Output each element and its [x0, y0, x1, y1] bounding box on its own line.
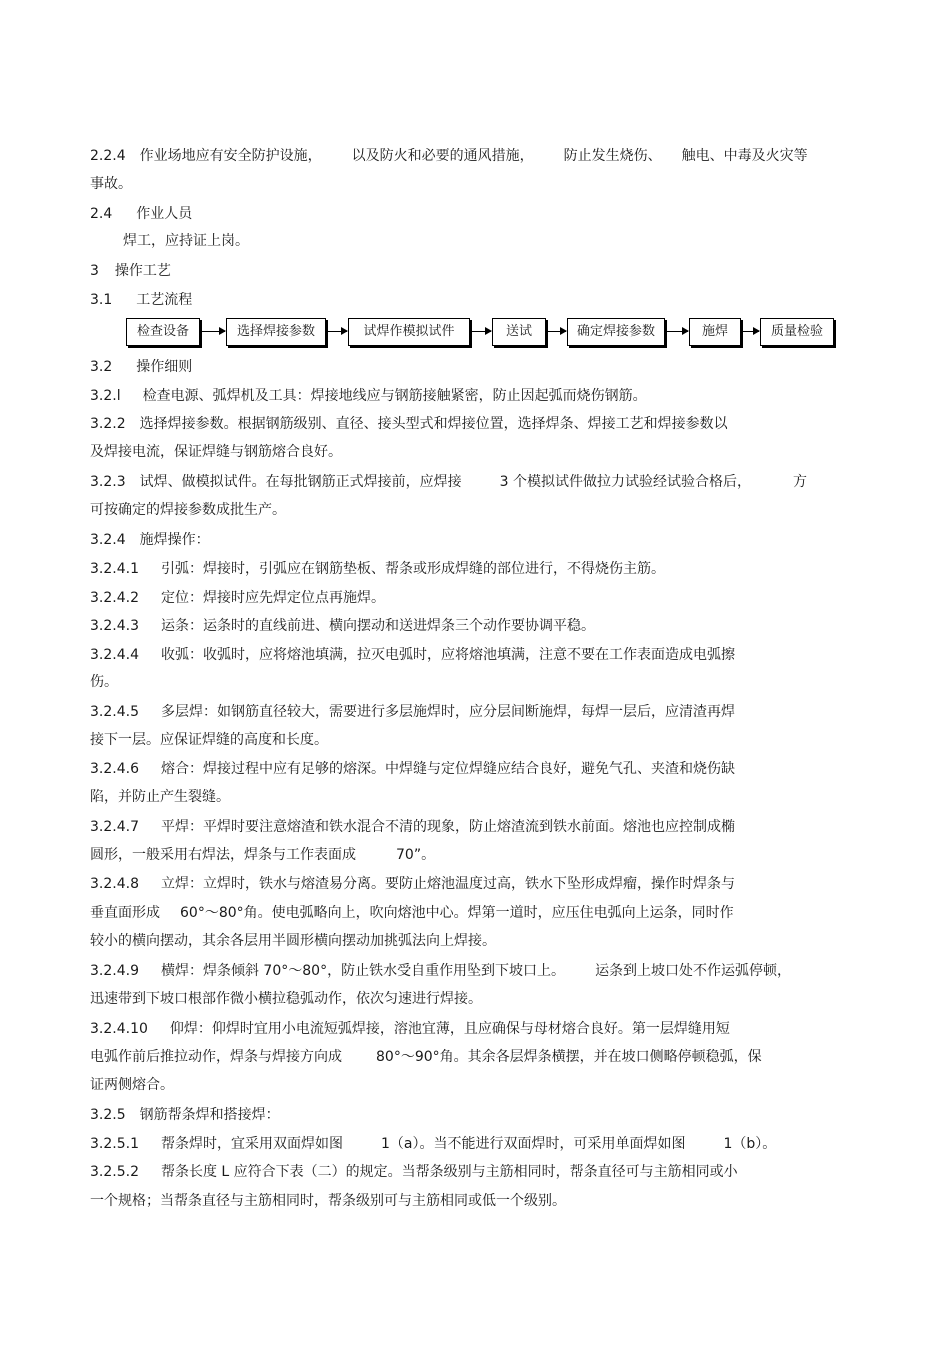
para-3-2-4-8-line3: 较小的横向摆动，其余各层用半圆形横向摆动加挑弧法向上焊接。 — [90, 933, 496, 949]
flow-step-7: 质量检验 — [760, 318, 834, 346]
heading-3-2-4: 3.2.4 施焊操作： — [90, 532, 210, 548]
para-2-2-4-line1: 2.2.4 作业场地应有安全防护设施， 以及防火和必要的通风措施， 防止发生烧伤、 触电、中毒及火灾等 — [90, 148, 808, 164]
para-3-2-5-2-line1: 3.2.5.2 帮条长度 L 应符合下表（二）的规定。当帮条级别与主筋相同时，帮条直径可与主筋相同或小 — [90, 1164, 738, 1180]
para-3-2-5-2-line2: 一个规格；当帮条直径与主筋相同时，帮条级别可与主筋相同或低一个级别。 — [90, 1193, 566, 1209]
para-3-2-4-8-line1: 3.2.4.8 立焊：立焊时，铁水与熔渣易分离。要防止熔池温度过高，铁水下坠形成焊瘤，操作时焊条与 — [90, 876, 735, 892]
para-3-2-4-2: 3.2.4.2 定位：焊接时应先焊定位点再施焊。 — [90, 590, 385, 606]
para-3-2-4-3: 3.2.4.3 运条：运条时的直线前进、横向摆动和送进焊条三个动作要协调平稳。 — [90, 618, 595, 634]
flow-arrow-icon — [547, 331, 566, 332]
para-3-2-4-9-line2: 迅速带到下坡口根部作微小横拉稳弧动作，依次匀速进行焊接。 — [90, 991, 482, 1007]
flow-step-5: 确定焊接参数 — [567, 318, 665, 346]
heading-2-4: 2.4 作业人员 — [90, 206, 193, 222]
heading-3-2-5: 3.2.5 钢筋帮条焊和搭接焊： — [90, 1107, 280, 1123]
para-3-2-4-9-line1: 3.2.4.9 横焊：焊条倾斜 70°～80°，防止铁水受自重作用坠到下坡口上。 运条到上坡口处不作运弧停顿， — [90, 963, 792, 979]
para-3-2-4-10-line1: 3.2.4.10 仰焊：仰焊时宜用小电流短弧焊接，溶池宜薄，且应确保与母材熔合良好。第一层焊缝用短 — [90, 1021, 730, 1037]
heading-3: 3 操作工艺 — [90, 263, 171, 279]
para-3-2-4-8-line2: 垂直面形成 60°～80°角。使电弧略向上，吹向熔池中心。焊第一道时，应压住电弧向上运条，同时作 — [90, 905, 734, 921]
heading-3-1: 3.1 工艺流程 — [90, 292, 193, 308]
para-3-2-2-line2: 及焊接电流，保证焊缝与钢筋熔合良好。 — [90, 444, 342, 460]
para-3-2-4-1: 3.2.4.1 引弧：焊接时，引弧应在钢筋垫板、帮条或形成焊缝的部位进行，不得烧伤主筋。 — [90, 561, 665, 577]
flow-arrow-icon — [201, 331, 225, 332]
para-3-2-4-10-line3: 证两侧熔合。 — [90, 1077, 174, 1093]
flow-arrow-icon — [666, 331, 688, 332]
para-3-2-2-line1: 3.2.2 选择焊接参数。根据钢筋级别、直径、接头型式和焊接位置，选择焊条、焊接工艺和焊接参数以 — [90, 416, 728, 432]
para-3-2-4-7-line2: 圆形，一般采用右焊法，焊条与工作表面成 70”。 — [90, 847, 436, 863]
para-3-2-4-5-line2: 接下一层。应保证焊缝的高度和长度。 — [90, 732, 328, 748]
para-3-2-4-6-line1: 3.2.4.6 熔合：焊接过程中应有足够的熔深。中焊缝与定位焊缝应结合良好，避免气孔、夹渣和烧伤缺 — [90, 761, 735, 777]
para-3-2-4-4-line2: 伤。 — [90, 674, 118, 690]
flow-step-6: 施焊 — [689, 318, 741, 346]
flow-step-3: 试焊作模拟试件 — [348, 318, 470, 346]
flow-step-4: 送试 — [492, 318, 546, 346]
flow-step-1: 检查设备 — [126, 318, 200, 346]
para-3-2-3-line2: 可按确定的焊接参数成批生产。 — [90, 502, 286, 518]
para-3-2-4-7-line1: 3.2.4.7 平焊：平焊时要注意熔渣和铁水混合不清的现象，防止熔渣流到铁水前面。熔池也应控制成椭 — [90, 819, 735, 835]
para-3-2-4-6-line2: 陷，并防止产生裂缝。 — [90, 789, 230, 805]
para-3-2-3-line1: 3.2.3 试焊、做模拟试件。在每批钢筋正式焊接前，应焊接 3 个模拟试件做拉力试验经试验合格后， 方 — [90, 474, 807, 490]
para-3-2-4-10-line2: 电弧作前后推拉动作，焊条与焊接方向成 80°～90°角。其余各层焊条横摆，并在坡口侧略停顿稳弧，保 — [90, 1049, 762, 1065]
flow-arrow-icon — [471, 331, 491, 332]
flow-step-2: 选择焊接参数 — [226, 318, 326, 346]
flow-arrow-icon — [742, 331, 759, 332]
para-3-2-4-4-line1: 3.2.4.4 收弧：收弧时，应将熔池填满，拉灭电弧时，应将熔池填满，注意不要在工作表面造成电弧擦 — [90, 647, 735, 663]
para-3-2-4-5-line1: 3.2.4.5 多层焊：如钢筋直径较大，需要进行多层施焊时，应分层间断施焊，每焊一层后，应清渣再焊 — [90, 704, 735, 720]
flow-arrow-icon — [327, 331, 347, 332]
heading-3-2: 3.2 操作细则 — [90, 359, 193, 375]
para-3-2-1: 3.2.l 检查电源、弧焊机及工具：焊接地线应与钢筋接触紧密，防止因起弧而烧伤钢筋。 — [90, 388, 647, 404]
para-3-2-5-1: 3.2.5.1 帮条焊时，宜采用双面焊如图 1（a）。当不能进行双面焊时，可采用单面焊如图 1（b）。 — [90, 1136, 777, 1152]
para-2-4-body: 焊工，应持证上岗。 — [123, 233, 249, 249]
para-2-2-4-line2: 事故。 — [90, 176, 132, 192]
process-flowchart — [126, 318, 836, 348]
